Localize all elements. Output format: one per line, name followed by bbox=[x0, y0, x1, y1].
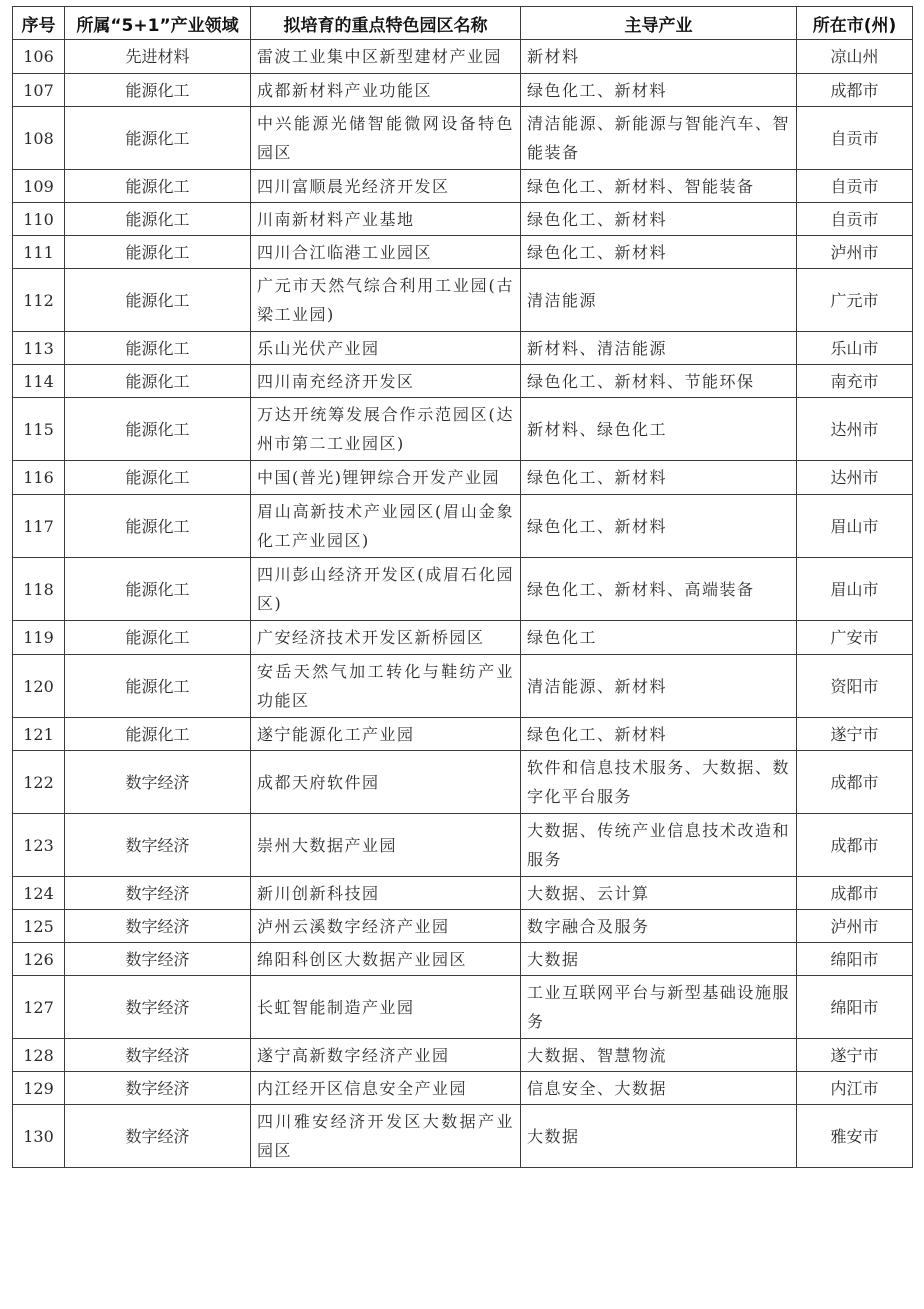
table-row bbox=[13, 398, 913, 461]
row-domain: 数字经济 bbox=[65, 877, 251, 910]
table-row bbox=[13, 74, 913, 107]
row-park-name: 四川彭山经济开发区(成眉石化园区) bbox=[251, 558, 521, 621]
row-domain: 能源化工 bbox=[65, 558, 251, 621]
row-number: 119 bbox=[13, 621, 65, 655]
park-table bbox=[12, 6, 913, 1168]
row-number: 127 bbox=[13, 976, 65, 1039]
row-city: 自贡市 bbox=[797, 170, 913, 203]
header-no: 序号 bbox=[13, 7, 65, 40]
row-number: 130 bbox=[13, 1105, 65, 1168]
table-row bbox=[13, 107, 913, 170]
row-industry: 大数据 bbox=[521, 1105, 797, 1168]
row-city: 泸州市 bbox=[797, 910, 913, 943]
row-domain: 能源化工 bbox=[65, 170, 251, 203]
row-industry: 绿色化工、新材料 bbox=[521, 74, 797, 107]
row-industry: 软件和信息技术服务、大数据、数字化平台服务 bbox=[521, 751, 797, 814]
row-industry: 绿色化工、新材料、智能装备 bbox=[521, 170, 797, 203]
table-row bbox=[13, 495, 913, 558]
row-industry: 大数据 bbox=[521, 943, 797, 976]
row-city: 自贡市 bbox=[797, 203, 913, 236]
row-industry: 清洁能源、新材料 bbox=[521, 655, 797, 718]
row-industry: 新材料、绿色化工 bbox=[521, 398, 797, 461]
row-park-name: 四川合江临港工业园区 bbox=[251, 236, 521, 269]
row-industry: 绿色化工、新材料、节能环保 bbox=[521, 365, 797, 398]
table-row bbox=[13, 236, 913, 269]
header-industry: 主导产业 bbox=[521, 7, 797, 40]
row-number: 111 bbox=[13, 236, 65, 269]
row-park-name: 中国(普光)锂钾综合开发产业园 bbox=[251, 461, 521, 495]
row-city: 泸州市 bbox=[797, 236, 913, 269]
row-number: 117 bbox=[13, 495, 65, 558]
row-industry: 大数据、传统产业信息技术改造和服务 bbox=[521, 814, 797, 877]
row-domain: 数字经济 bbox=[65, 751, 251, 814]
row-city: 遂宁市 bbox=[797, 1039, 913, 1072]
row-city: 内江市 bbox=[797, 1072, 913, 1105]
table-row bbox=[13, 976, 913, 1039]
row-number: 109 bbox=[13, 170, 65, 203]
row-city: 雅安市 bbox=[797, 1105, 913, 1168]
table-body bbox=[13, 40, 913, 1168]
row-park-name: 遂宁能源化工产业园 bbox=[251, 718, 521, 751]
row-park-name: 广元市天然气综合利用工业园(古梁工业园) bbox=[251, 269, 521, 332]
row-city: 南充市 bbox=[797, 365, 913, 398]
table-row bbox=[13, 365, 913, 398]
row-domain: 能源化工 bbox=[65, 398, 251, 461]
row-industry: 信息安全、大数据 bbox=[521, 1072, 797, 1105]
row-park-name: 泸州云溪数字经济产业园 bbox=[251, 910, 521, 943]
table-row bbox=[13, 269, 913, 332]
row-domain: 能源化工 bbox=[65, 461, 251, 495]
row-park-name: 川南新材料产业基地 bbox=[251, 203, 521, 236]
row-park-name: 遂宁高新数字经济产业园 bbox=[251, 1039, 521, 1072]
row-domain: 先进材料 bbox=[65, 40, 251, 74]
table-row bbox=[13, 751, 913, 814]
row-city: 资阳市 bbox=[797, 655, 913, 718]
row-number: 128 bbox=[13, 1039, 65, 1072]
row-industry: 新材料、清洁能源 bbox=[521, 332, 797, 365]
row-city: 乐山市 bbox=[797, 332, 913, 365]
table-row bbox=[13, 1039, 913, 1072]
row-domain: 能源化工 bbox=[65, 365, 251, 398]
row-park-name: 中兴能源光储智能微网设备特色园区 bbox=[251, 107, 521, 170]
row-city: 广元市 bbox=[797, 269, 913, 332]
row-domain: 数字经济 bbox=[65, 910, 251, 943]
row-city: 凉山州 bbox=[797, 40, 913, 74]
table-row bbox=[13, 814, 913, 877]
header-park-name: 拟培育的重点特色园区名称 bbox=[251, 7, 521, 40]
row-city: 眉山市 bbox=[797, 558, 913, 621]
row-park-name: 乐山光伏产业园 bbox=[251, 332, 521, 365]
table-row bbox=[13, 1105, 913, 1168]
row-industry: 绿色化工、新材料 bbox=[521, 461, 797, 495]
row-park-name: 新川创新科技园 bbox=[251, 877, 521, 910]
row-park-name: 四川南充经济开发区 bbox=[251, 365, 521, 398]
row-domain: 能源化工 bbox=[65, 495, 251, 558]
row-domain: 能源化工 bbox=[65, 236, 251, 269]
row-city: 自贡市 bbox=[797, 107, 913, 170]
table-row bbox=[13, 1072, 913, 1105]
row-city: 成都市 bbox=[797, 751, 913, 814]
row-number: 122 bbox=[13, 751, 65, 814]
row-park-name: 成都新材料产业功能区 bbox=[251, 74, 521, 107]
row-industry: 大数据、云计算 bbox=[521, 877, 797, 910]
row-city: 成都市 bbox=[797, 814, 913, 877]
row-industry: 绿色化工、新材料 bbox=[521, 495, 797, 558]
row-number: 121 bbox=[13, 718, 65, 751]
table-row bbox=[13, 170, 913, 203]
row-domain: 数字经济 bbox=[65, 976, 251, 1039]
row-industry: 新材料 bbox=[521, 40, 797, 74]
table-row bbox=[13, 558, 913, 621]
row-park-name: 万达开统筹发展合作示范园区(达州市第二工业园区) bbox=[251, 398, 521, 461]
row-industry: 绿色化工、新材料 bbox=[521, 236, 797, 269]
table-header-row bbox=[13, 7, 913, 40]
row-industry: 清洁能源 bbox=[521, 269, 797, 332]
row-park-name: 绵阳科创区大数据产业园区 bbox=[251, 943, 521, 976]
row-industry: 数字融合及服务 bbox=[521, 910, 797, 943]
table-row bbox=[13, 461, 913, 495]
row-city: 绵阳市 bbox=[797, 976, 913, 1039]
row-domain: 能源化工 bbox=[65, 332, 251, 365]
row-domain: 数字经济 bbox=[65, 943, 251, 976]
row-park-name: 四川富顺晨光经济开发区 bbox=[251, 170, 521, 203]
row-city: 成都市 bbox=[797, 877, 913, 910]
row-number: 108 bbox=[13, 107, 65, 170]
row-city: 达州市 bbox=[797, 398, 913, 461]
row-industry: 绿色化工 bbox=[521, 621, 797, 655]
row-domain: 能源化工 bbox=[65, 203, 251, 236]
row-domain: 能源化工 bbox=[65, 621, 251, 655]
table-row bbox=[13, 332, 913, 365]
document-page bbox=[12, 6, 912, 1168]
row-number: 112 bbox=[13, 269, 65, 332]
table-row bbox=[13, 718, 913, 751]
row-park-name: 安岳天然气加工转化与鞋纺产业功能区 bbox=[251, 655, 521, 718]
row-city: 绵阳市 bbox=[797, 943, 913, 976]
row-number: 118 bbox=[13, 558, 65, 621]
row-industry: 绿色化工、新材料、高端装备 bbox=[521, 558, 797, 621]
table-row bbox=[13, 203, 913, 236]
row-industry: 绿色化工、新材料 bbox=[521, 718, 797, 751]
row-domain: 数字经济 bbox=[65, 1039, 251, 1072]
row-city: 成都市 bbox=[797, 74, 913, 107]
row-number: 113 bbox=[13, 332, 65, 365]
row-park-name: 眉山高新技术产业园区(眉山金象化工产业园区) bbox=[251, 495, 521, 558]
row-number: 107 bbox=[13, 74, 65, 107]
row-park-name: 成都天府软件园 bbox=[251, 751, 521, 814]
row-number: 114 bbox=[13, 365, 65, 398]
row-number: 125 bbox=[13, 910, 65, 943]
row-number: 129 bbox=[13, 1072, 65, 1105]
row-number: 110 bbox=[13, 203, 65, 236]
table-row bbox=[13, 40, 913, 74]
row-park-name: 四川雅安经济开发区大数据产业园区 bbox=[251, 1105, 521, 1168]
row-park-name: 崇州大数据产业园 bbox=[251, 814, 521, 877]
row-domain: 数字经济 bbox=[65, 1072, 251, 1105]
row-industry: 清洁能源、新能源与智能汽车、智能装备 bbox=[521, 107, 797, 170]
row-number: 115 bbox=[13, 398, 65, 461]
row-park-name: 广安经济技术开发区新桥园区 bbox=[251, 621, 521, 655]
row-domain: 能源化工 bbox=[65, 269, 251, 332]
row-domain: 能源化工 bbox=[65, 718, 251, 751]
row-number: 123 bbox=[13, 814, 65, 877]
row-domain: 数字经济 bbox=[65, 1105, 251, 1168]
table-row bbox=[13, 877, 913, 910]
row-park-name: 内江经开区信息安全产业园 bbox=[251, 1072, 521, 1105]
row-city: 达州市 bbox=[797, 461, 913, 495]
row-city: 广安市 bbox=[797, 621, 913, 655]
row-city: 遂宁市 bbox=[797, 718, 913, 751]
row-park-name: 雷波工业集中区新型建材产业园 bbox=[251, 40, 521, 74]
row-domain: 能源化工 bbox=[65, 655, 251, 718]
header-city: 所在市(州) bbox=[797, 7, 913, 40]
row-park-name: 长虹智能制造产业园 bbox=[251, 976, 521, 1039]
row-number: 116 bbox=[13, 461, 65, 495]
row-domain: 数字经济 bbox=[65, 814, 251, 877]
row-domain: 能源化工 bbox=[65, 74, 251, 107]
table-row bbox=[13, 655, 913, 718]
table-row bbox=[13, 621, 913, 655]
row-number: 106 bbox=[13, 40, 65, 74]
table-row bbox=[13, 910, 913, 943]
header-domain: 所属“5+1”产业领域 bbox=[65, 7, 251, 40]
row-industry: 大数据、智慧物流 bbox=[521, 1039, 797, 1072]
row-industry: 绿色化工、新材料 bbox=[521, 203, 797, 236]
row-number: 126 bbox=[13, 943, 65, 976]
row-industry: 工业互联网平台与新型基础设施服务 bbox=[521, 976, 797, 1039]
row-domain: 能源化工 bbox=[65, 107, 251, 170]
table-row bbox=[13, 943, 913, 976]
row-number: 124 bbox=[13, 877, 65, 910]
row-number: 120 bbox=[13, 655, 65, 718]
row-city: 眉山市 bbox=[797, 495, 913, 558]
